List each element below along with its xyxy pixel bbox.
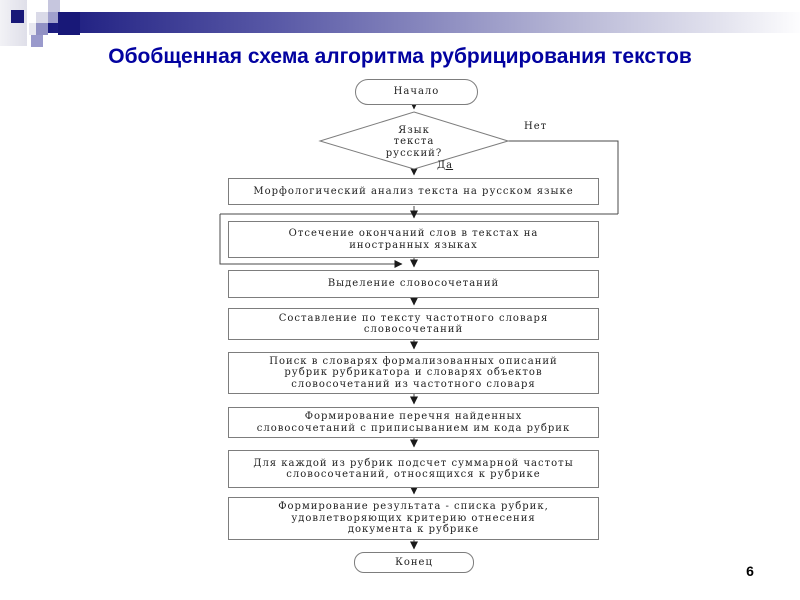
flow-start-node [355,79,478,105]
flow-decision-node: Язык текста русский? [385,124,443,159]
flow-end-node [354,552,474,573]
flow-step-3: Выделение словосочетаний [228,270,599,298]
flow-step-6: Формирование перечня найденных словосочетаний с приписыванием им кода рубрик [228,407,599,438]
flow-step-1: Морфологический анализ текста на русском языке [228,178,599,205]
flow-start-label: Начало [393,86,440,98]
flow-step-5: Поиск в словарях формализованных описаний рубрик рубрикатора и словарях объектов словосочетаний из частотного словаря [228,352,599,394]
branch-label-yes: Да [437,160,454,171]
flow-step-8: Формирование результата - списка рубрик, удовлетворяющих критерию отнесения документа к рубрике [228,497,599,540]
slide-title: Обобщенная схема алгоритма рубрицирования текстов [108,45,692,68]
branch-label-no: Нет [524,121,548,132]
flow-end-label: Конец [395,556,433,568]
page-number: 6 [746,563,754,579]
flow-step-7: Для каждой из рубрик подсчет суммарной частоты словосочетаний, относящихся к рубрике [228,450,599,488]
flow-step-2: Отсечение окончаний слов в текстах на иностранных языках [228,221,599,258]
flow-step-4: Составление по тексту частотного словаря словосочетаний [228,308,599,340]
